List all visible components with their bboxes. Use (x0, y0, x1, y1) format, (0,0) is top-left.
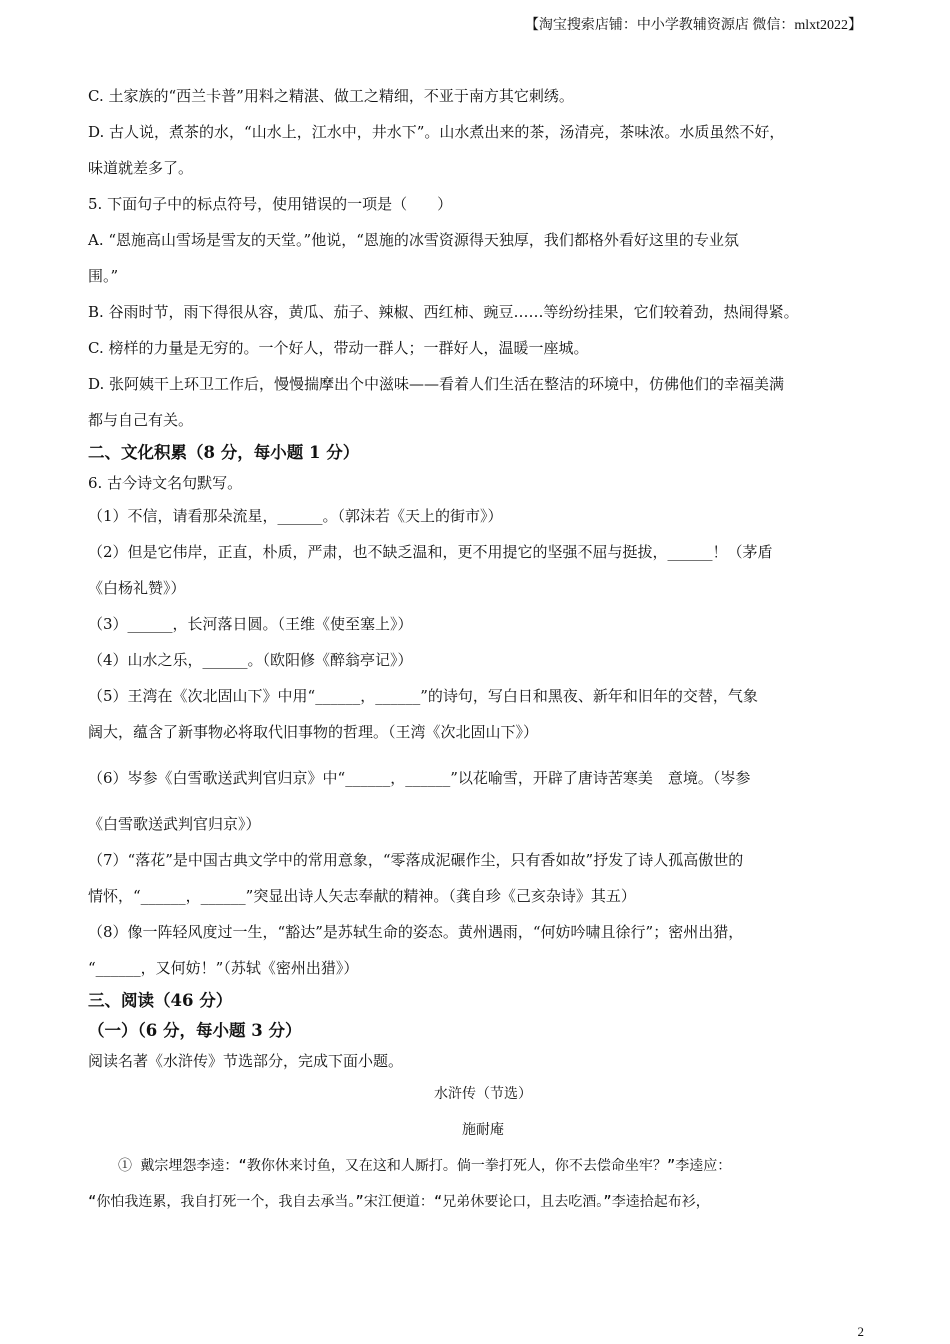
q6-item-4: （4）山水之乐，______。（欧阳修《醉翁亭记》） (88, 651, 413, 669)
q5-option-a-line2: 围。” (88, 267, 119, 285)
q6-stem: 6. 古今诗文名句默写。 (88, 474, 243, 492)
section3-title: 三、阅读（46 分） (88, 991, 233, 1010)
q4-option-d-line2: 味道就差多了。 (88, 159, 194, 177)
q4-option-d-line1: D. 古人说，煮茶的水，“山水上，江水中，井水下”。山水煮出来的茶，汤清亮，茶味浓。水质虽然不好， (88, 123, 785, 141)
watermark-header: 【淘宝搜索店铺：中小学教辅资源店 微信：mlxt2022】 (524, 18, 862, 33)
q6-item-7-line1: （7）“落花”是中国古典文学中的常用意象，“零落成泥碾作尘，只有香如故”抒发了诗人孤高傲世的 (88, 851, 744, 869)
page-number: 2 (857, 1324, 864, 1339)
q6-item-6-line1: （6）岑参《白雪歌送武判官归京》中“______，______”以花喻雪，开辟了唐诗苦寒美 意境。（岑参 (88, 769, 751, 787)
section3-subtitle: （一）（6 分，每小题 3 分） (88, 1021, 302, 1040)
q5-option-d-line2: 都与自己有关。 (88, 411, 194, 429)
q5-option-c: C. 榜样的力量是无穷的。一个好人，带动一群人；一群好人，温暖一座城。 (88, 339, 589, 357)
q6-item-2-line1: （2）但是它伟岸，正直，朴质，严肃，也不缺乏温和，更不用提它的坚强不屈与挺拔，______！（茅盾 (88, 543, 773, 561)
document-body (88, 78, 878, 1220)
excerpt-author: 施耐庵 (462, 1122, 504, 1138)
q6-item-1: （1）不信，请看那朵流星，______。（郭沫若《天上的街市》） (88, 507, 503, 525)
q6-item-6-line2: 《白雪歌送武判官归京》） (88, 815, 261, 833)
q5-option-d-line1: D. 张阿姨干上环卫工作后，慢慢揣摩出个中滋味——看着人们生活在整洁的环境中，仿佛他们的幸福美满 (88, 375, 785, 393)
excerpt-title: 水浒传（节选） (434, 1086, 532, 1102)
q6-item-5-line2: 阔大，蕴含了新事物必将取代旧事物的哲理。（王湾《次北固山下》） (88, 723, 539, 741)
q6-item-3: （3）______，长河落日圆。（王维《使至塞上》） (88, 615, 413, 633)
q6-item-5-line1: （5）王湾在《次北固山下》中用“______，______”的诗句，写白日和黑夜、新年和旧年的交替，气象 (88, 687, 758, 705)
excerpt-paragraph-1-line2: “你怕我连累，我自打死一个，我自去承当。”宋江便道：“兄弟休要论口，且去吃酒。”李逵拾起布衫， (88, 1194, 710, 1210)
q5-option-b: B. 谷雨时节，雨下得很从容，黄瓜、茄子、辣椒、西红柿、豌豆……等纷纷挂果，它们较着劲，热闹得紧。 (88, 303, 799, 321)
q6-item-8-line1: （8）像一阵轻风度过一生，“豁达”是苏轼生命的姿态。黄州遇雨，“何妨吟啸且徐行”；密州出猎， (88, 923, 744, 941)
q5-stem: 5. 下面句子中的标点符号，使用错误的一项是（ ） (88, 195, 453, 213)
reading-instruction: 阅读名著《水浒传》节选部分，完成下面小题。 (88, 1052, 404, 1070)
q6-item-2-line2: 《白杨礼赞》） (88, 579, 186, 597)
q6-item-8-line2: “______，又何妨！”（苏轼《密州出猎》） (88, 959, 359, 977)
q4-option-c: C. 土家族的“西兰卡普”用料之精湛、做工之精细，不亚于南方其它刺绣。 (88, 87, 574, 105)
q5-option-a-line1: A. “恩施高山雪场是雪友的天堂。”他说，“恩施的冰雪资源得天独厚，我们都格外看好这里的专业氛 (88, 231, 739, 249)
excerpt-paragraph-1-line1: ① 戴宗埋怨李逵：“教你休来讨鱼，又在这和人厮打。倘一拳打死人，你不去偿命坐牢？”李逵应： (118, 1158, 732, 1174)
section2-title: 二、文化积累（8 分，每小题 1 分） (88, 443, 360, 462)
q6-item-7-line2: 情怀，“______，______”突显出诗人矢志奉献的精神。（龚自珍《己亥杂诗》其五） (88, 887, 636, 905)
